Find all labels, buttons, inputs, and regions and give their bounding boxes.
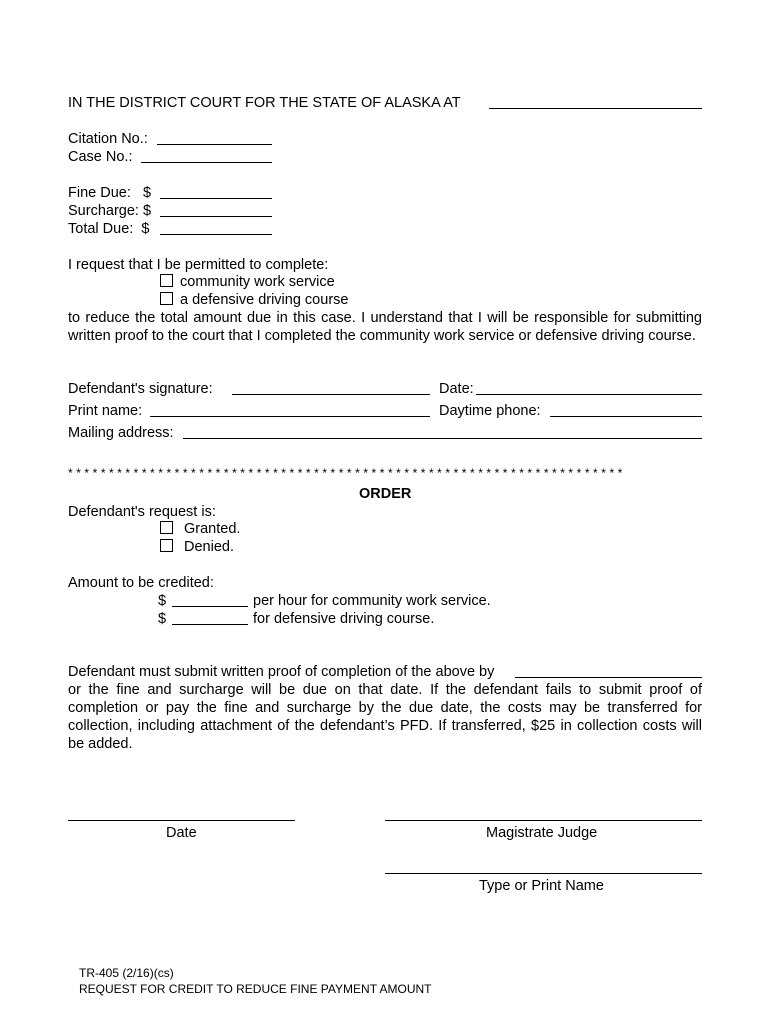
court-location-field[interactable] <box>489 108 702 109</box>
print-name-label: Print name: <box>68 403 143 419</box>
mailing-address-label: Mailing address: <box>68 425 174 441</box>
request-statement: to reduce the total amount due in this case. I understand that I will be responsible for submitting written proof to the court that I completed the community work service or defensive driving course. <box>68 310 702 344</box>
citation-no-label: Citation No.: <box>68 131 148 147</box>
type-name-label: Type or Print Name <box>479 878 604 894</box>
denied-checkbox[interactable] <box>160 539 173 552</box>
granted-checkbox[interactable] <box>160 521 173 534</box>
form-id: TR-405 (2/16)(cs) <box>79 966 174 980</box>
driving-credit-field[interactable] <box>172 624 248 625</box>
community-rate-field[interactable] <box>172 606 248 607</box>
dollar-sign-driving: $ <box>158 611 167 627</box>
total-due-label: Total Due: $ <box>68 221 150 237</box>
per-hour-label: per hour for community work service. <box>253 593 491 609</box>
case-no-label: Case No.: <box>68 149 133 165</box>
citation-no-field[interactable] <box>157 144 272 145</box>
defendant-signature-label: Defendant's signature: <box>68 381 213 397</box>
section-separator: * * * * * * * * * * * * * * * * * * * * * * * * * * * * * * * * * * * * * * * * * * * * * * * * * * * * * * * * * * * * * * * * * * * * <box>68 466 623 480</box>
dollar-sign-community: $ <box>158 593 167 609</box>
surcharge-field[interactable] <box>160 216 272 217</box>
order-date-label: Date <box>166 825 197 841</box>
proof-deadline-field[interactable] <box>515 677 702 678</box>
proof-paragraph: or the fine and surcharge will be due on that date. If the defendant fails to submit proof of completion or pay the fine and surcharge by the due date, the costs may be transferred for collection, including attachment of the defendant’s PFD. If transferred, $25 in collection costs will be added. <box>68 682 702 752</box>
surcharge-label: Surcharge: $ <box>68 203 152 219</box>
date-label: Date: <box>439 381 474 397</box>
daytime-phone-field[interactable] <box>550 416 702 417</box>
denied-label: Denied. <box>184 539 234 555</box>
total-due-field[interactable] <box>160 234 272 235</box>
amount-credited-label: Amount to be credited: <box>68 575 214 591</box>
defendant-signature-field[interactable] <box>232 394 430 395</box>
defensive-driving-checkbox[interactable] <box>160 292 173 305</box>
print-name-field[interactable] <box>150 416 430 417</box>
defensive-driving-label: a defensive driving course <box>180 292 349 308</box>
mailing-address-field[interactable] <box>183 438 702 439</box>
order-date-line[interactable] <box>68 820 295 821</box>
order-heading: ORDER <box>359 486 412 502</box>
magistrate-signature-line[interactable] <box>385 820 702 821</box>
community-service-label: community work service <box>180 274 335 290</box>
proof-deadline-text: Defendant must submit written proof of completion of the above by <box>68 664 495 680</box>
court-title: IN THE DISTRICT COURT FOR THE STATE OF ALASKA AT <box>68 95 461 111</box>
case-no-field[interactable] <box>141 162 272 163</box>
daytime-phone-label: Daytime phone: <box>439 403 541 419</box>
fine-due-label: Fine Due: $ <box>68 185 152 201</box>
magistrate-judge-label: Magistrate Judge <box>486 825 598 841</box>
driving-course-label: for defensive driving course. <box>253 611 435 627</box>
form-title: REQUEST FOR CREDIT TO REDUCE FINE PAYMENT AMOUNT <box>79 982 432 996</box>
request-is-label: Defendant's request is: <box>68 504 216 520</box>
request-intro: I request that I be permitted to complete: <box>68 257 329 273</box>
community-service-checkbox[interactable] <box>160 274 173 287</box>
fine-due-field[interactable] <box>160 198 272 199</box>
granted-label: Granted. <box>184 521 241 537</box>
date-field[interactable] <box>476 394 702 395</box>
type-name-line[interactable] <box>385 873 702 874</box>
